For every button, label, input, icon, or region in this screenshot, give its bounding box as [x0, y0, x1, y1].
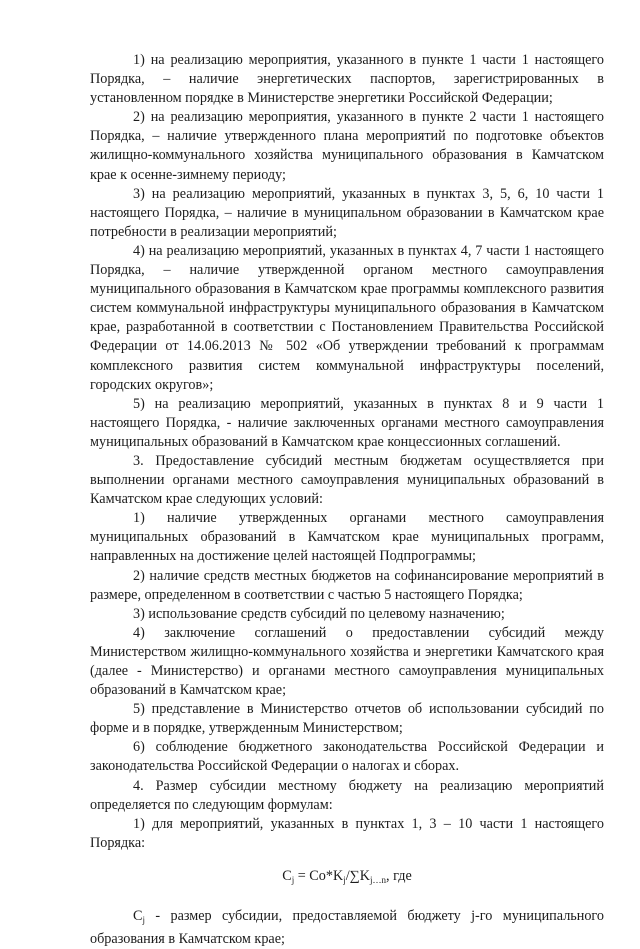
definition-text: - размер субсидии, предоставляемой бюджету j-го муниципального образования в Камчатском крае;	[90, 908, 604, 948]
formula-sum: /∑K	[345, 867, 371, 884]
paragraph-2-winter-plan: 2) на реализацию мероприятия, указанного в пункте 2 части 1 настоящего Порядка, – наличие утвержденного плана мероприятий по подготовке объектов жилищно-коммунального хозяйства муниципального образования в Камчатском крае к осенне-зимнему периоду;	[90, 109, 604, 183]
condition-2-cofinancing: 2) наличие средств местных бюджетов на софинансирование мероприятий в размере, определенном в соответствии с частью 5 настоящего Порядка;	[90, 567, 604, 603]
condition-1-programs: 1) наличие утвержденных органами местного самоуправления муниципальных образований в Камчатском крае муниципальных программ, направленных на достижение целей настоящей Подпрограммы;	[90, 510, 604, 565]
definition-c-subscript: j	[142, 915, 145, 926]
formula-c-subscript: j	[291, 874, 295, 885]
formula-eq: = Co*K	[294, 867, 344, 884]
formula-tail: , где	[386, 867, 412, 884]
subsidy-formula	[90, 867, 604, 890]
section-4-subsidy-size: 4. Размер субсидии местному бюджету на реализацию мероприятий определяется по следующим формулам:	[90, 777, 604, 813]
definition-cj	[90, 907, 604, 949]
section-3-conditions: 3. Предоставление субсидий местным бюджетам осуществляется при выполнении органами местного самоуправления муниципальных образований в Камчатском крае следующих условий:	[90, 452, 604, 508]
definition-c: C	[133, 908, 143, 925]
document-body	[90, 51, 604, 949]
paragraph-5-concessions: 5) на реализацию мероприятий, указанных в пунктах 8 и 9 части 1 настоящего Порядка, - наличие заключенных органами местного самоуправления муниципальных образований в Камчатском крае концессионных соглашений.	[90, 395, 604, 450]
formula-intro: 1) для мероприятий, указанных в пунктах 1, 3 – 10 части 1 настоящего Порядка:	[90, 815, 604, 851]
paragraph-4-infrastructure-program: 4) на реализацию мероприятий, указанных в пунктах 4, 7 части 1 настоящего Порядка, – наличие утвержденной органом местного самоуправления муниципального образования в Камчатском крае программы комплексного развития систем коммунальной инфраструктуры муниципального образования в Камчатском крае, разработанной в соответствии с Постановлением Правительства Российской Федерации от 14.06.2013 № 502 «Об утверждении требований к программам комплексного развития систем коммунальной инфраструктуры поселений, городских округов»;	[90, 242, 604, 393]
condition-5-reports: 5) представление в Министерство отчетов об использовании субсидий по форме и в порядке, утвержденным Министерством;	[90, 701, 604, 737]
formula-c: C	[282, 867, 292, 884]
formula-k-subscript: j	[343, 874, 346, 885]
condition-6-legislation: 6) соблюдение бюджетного законодательства Российской Федерации и законодательства Российской Федерации о налогах и сборах.	[90, 739, 604, 775]
formula-sum-subscript: j…n	[370, 874, 387, 885]
condition-3-target-use: 3) использование средств субсидий по целевому назначению;	[133, 605, 505, 622]
paragraph-3-need: 3) на реализацию мероприятий, указанных в пунктах 3, 5, 6, 10 части 1 настоящего Порядка, – наличие в муниципальном образовании в Камчатском крае потребности в реализации мероприятий;	[90, 185, 604, 240]
condition-4-agreements: 4) заключение соглашений о предоставлении субсидий между Министерством жилищно-коммунального хозяйства и энергетики Камчатского края (далее - Министерство) и органами местного самоуправления муниципальных образований в Камчатском крае;	[90, 624, 604, 699]
paragraph-1-energy-passports: 1) на реализацию мероприятия, указанного в пункте 1 части 1 настоящего Порядка, – наличие энергетических паспортов, зарегистрированных в установленном порядке в Министерстве энергетики Российской Федерации;	[90, 52, 604, 107]
